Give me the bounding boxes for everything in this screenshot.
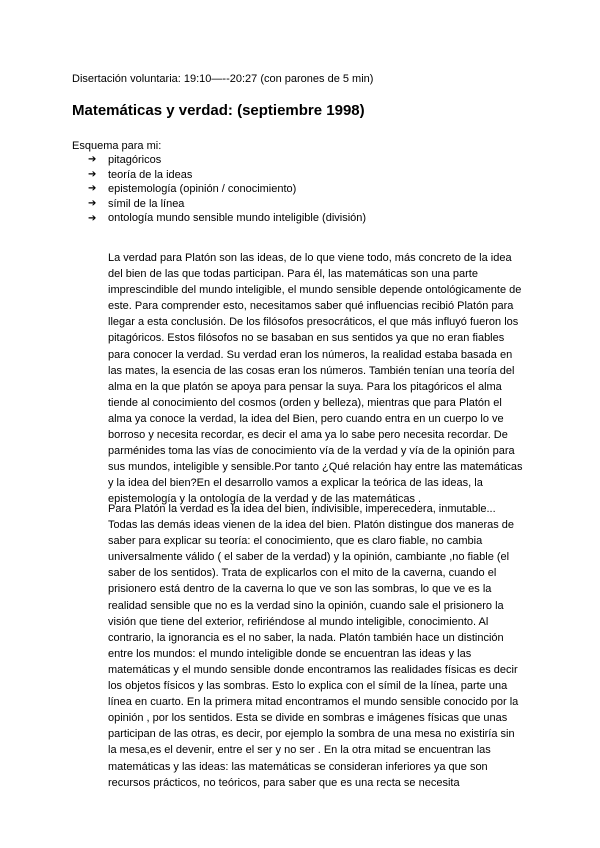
- outline-item-text: epistemología (opinión / conocimiento): [108, 183, 297, 196]
- outline-item-text: símil de la línea: [108, 197, 185, 210]
- outline-item: [88, 168, 366, 183]
- right-arrow-icon: ➔: [88, 168, 97, 180]
- outline-item: [88, 153, 366, 168]
- right-arrow-icon: ➔: [88, 198, 97, 210]
- outline-list: [88, 153, 366, 226]
- outline-item: [88, 197, 366, 212]
- right-arrow-icon: ➔: [88, 154, 97, 166]
- document-title: Matemáticas y verdad: (septiembre 1998): [72, 102, 365, 119]
- body-paragraph-development: Para Platón la verdad es la idea del bien, indivisible, imperecedera, inmutable... Todas las demás ideas vienen de la idea del bien. Platón distingue dos maneras de saber para explicar su teoría: el conocimiento, que es claro fiable, no cambia universalmente válido ( el saber de la verdad) y la opinión, cambiante ,no fiable (el saber de los sentidos). Trata de explicarlos con el mito de la caverna, cuando el prisionero está dentro de la caverna lo que ve son las sombras, lo que ve es la realidad sensible que no es la verdad sino la opinión, cuando sale el prisionero la visión que tiene del exterior, refiriéndose al mundo inteligible, conocimiento. Al contrario, la ignorancia es el no saber, la nada. Platón también hace un distinción entre los mundos: el mundo inteligible donde se encuentran las ideas y las matemáticas y el mundo sensible donde encontramos las realidades físicas es decir los objetos físicos y las sombras. Esto lo explica con el símil de la línea, parte una línea en cuarto. En la primera mitad encontramos el mundo sensible conocido por la opinión , por los sentidos. Esta se divide en sombras e imágenes físicas que unas participan de las otras, es decir, por ejemplo la sombra de una mesa no existiría sin la mesa,es el devenir, entre el ser y no ser . En la otra mitad se encuentran las matemáticas y las ideas: las matemáticas se consideran inferiores ya que son recursos prácticos, no teóricos, para saber que es una recta se necesita: [108, 503, 519, 789]
- right-arrow-icon: ➔: [88, 183, 97, 195]
- outline-item: [88, 182, 366, 197]
- session-note: Disertación voluntaria: 19:10—--20:27 (con parones de 5 min): [72, 73, 374, 85]
- outline-item: [88, 211, 366, 226]
- outline-heading: Esquema para mi:: [72, 140, 162, 152]
- outline-item-text: pitagóricos: [108, 154, 162, 166]
- body-paragraph-introduction: La verdad para Platón son las ideas, de lo que viene todo, más concreto de la idea del bien de las que todas participan. Para él, las matemáticas son una parte imprescindible del mundo inteligible, el mundo sensible depende ontológicamente de este. Para comprender esto, necesitamos saber qué influencias recibió Platón para llegar a esta conclusión. De los filósofos presocráticos, el que más influyó fueron los pitagóricos. Estos filósofos no se basaban en sus sentidos ya que no eran fiables para conocer la verdad. Su verdad eran los números, la realidad estaba basada en las mates, la esencia de las cosas eran los números. También tenían una teoría del alma en la que platón se apoya para pensar la suya. Para los pitagóricos el alma tiende al conocimiento del cosmos (orden y belleza), mientras que para Platón el alma ya conoce la verdad, la idea del Bien, pero cuando entra en un cuerpo lo ve borroso y necesita recordar, es decir el ama ya lo sabe pero necesita recordar. De parménides toma las vías de conocimiento vía de la verdad y vía de la opinión para sus mundos, inteligible y sensible.Por tanto ¿Qué relación hay entre las matemáticas y la idea del bien?En el desarrollo vamos a explicar la teórica de las ideas, la epistemología y la ontología de la verdad y de las matemáticas .: [108, 252, 523, 506]
- right-arrow-icon: ➔: [88, 212, 97, 224]
- outline-item-text: teoría de la ideas: [108, 168, 193, 181]
- outline-item-text: ontología mundo sensible mundo inteligible (división): [108, 212, 367, 225]
